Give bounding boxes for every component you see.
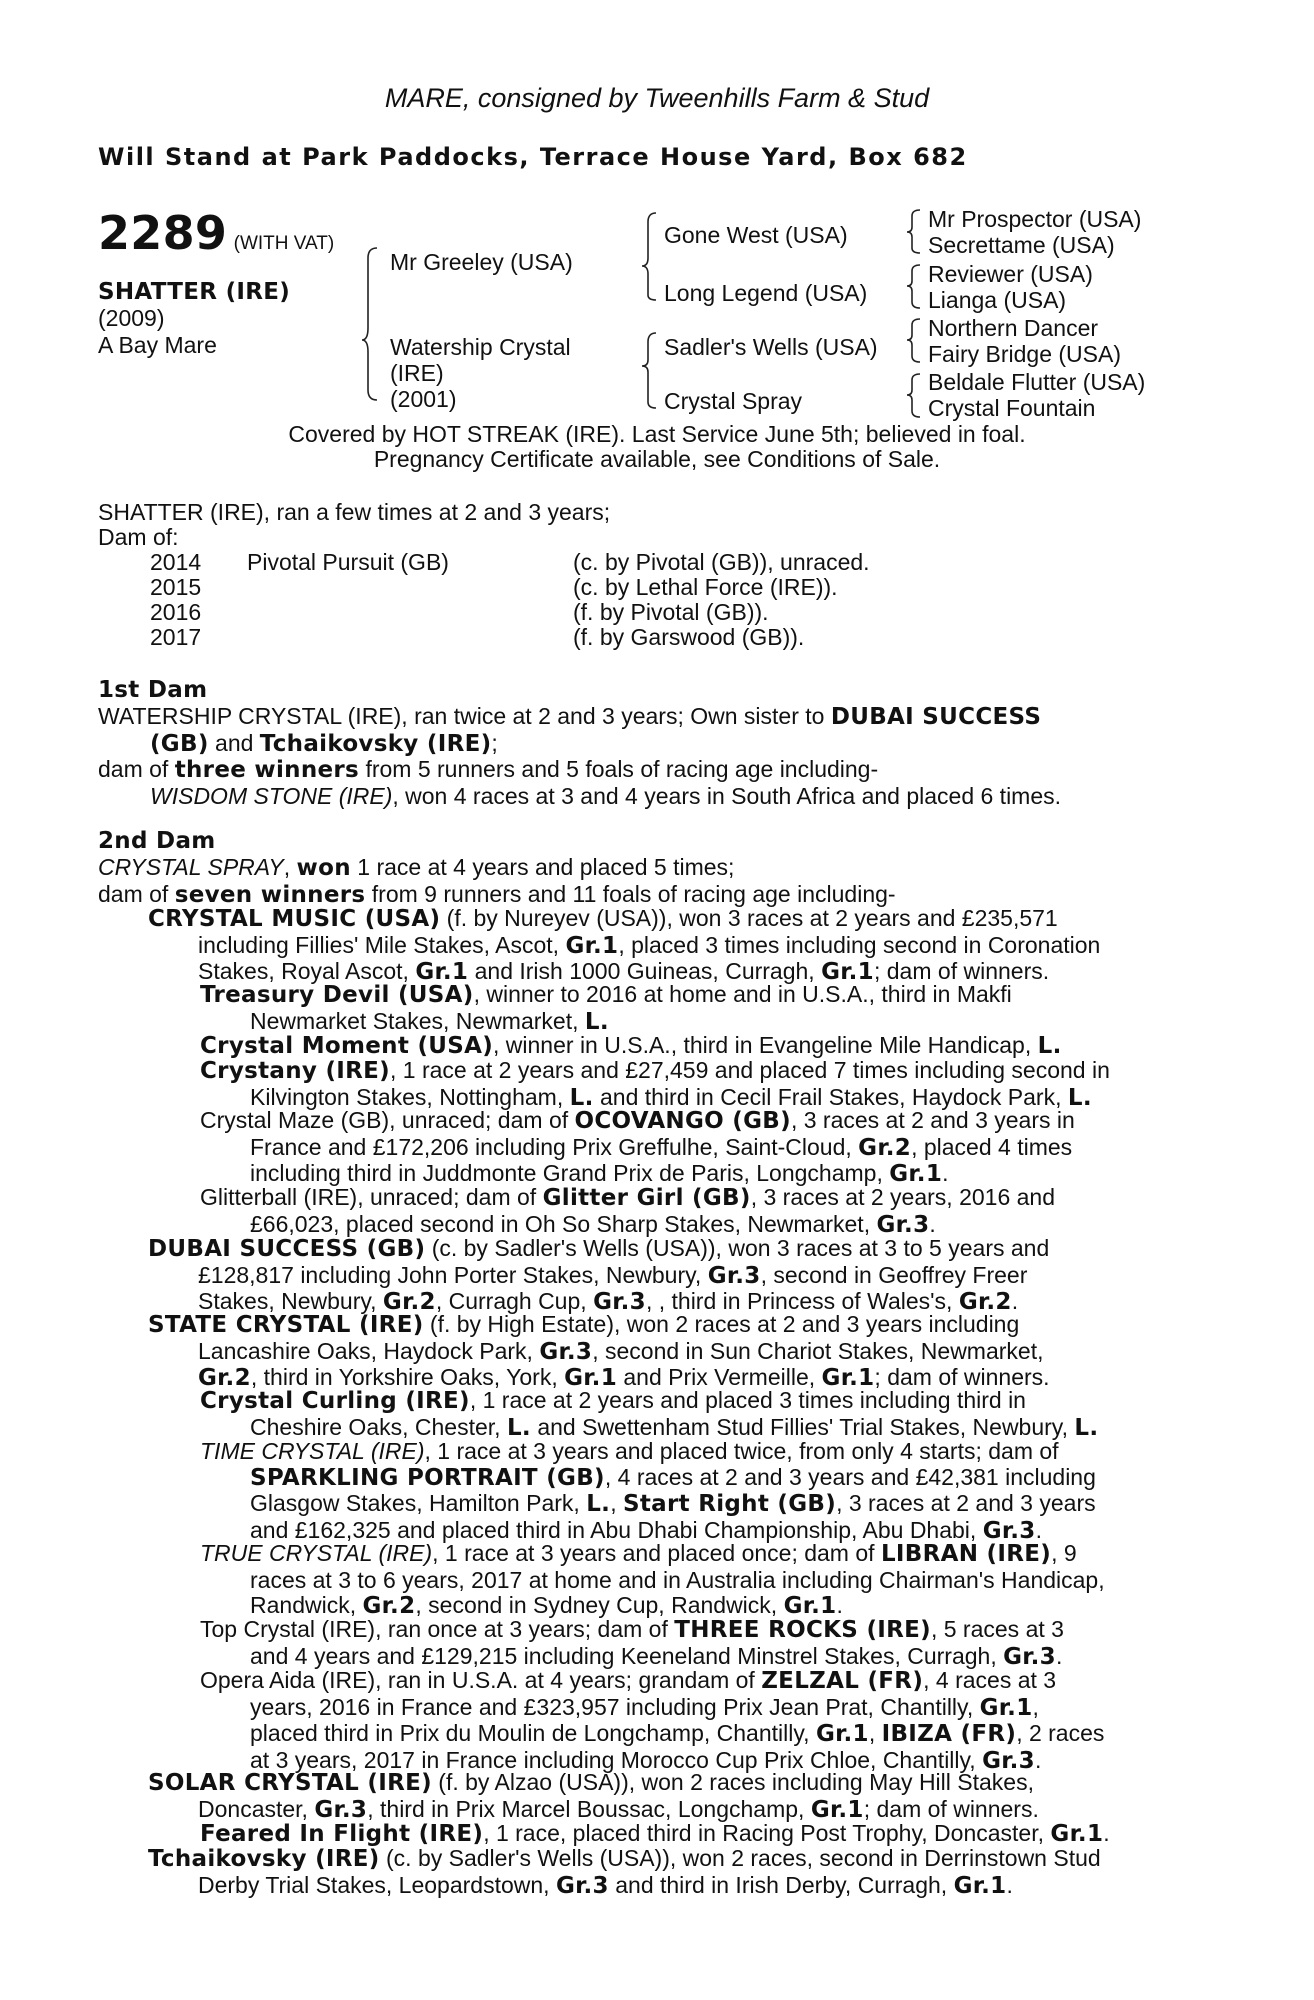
pedigree-dam-line3: (2001) [390,386,457,412]
grade: Gr.1 [783,1593,837,1619]
text-run: Derby Trial Stakes, Leopardstown, [198,1871,556,1898]
grade: Gr.1 [810,1796,864,1823]
first-dam-line [98,784,1200,810]
text-run: , 2 races [1016,1720,1105,1746]
entry-opera-aida [200,1668,1200,1774]
text-run: ; dam of winners. [863,1795,1039,1822]
text-run: , placed 3 times including second in Coronation [618,931,1101,958]
text-run: (f. by Nureyev (USA)), won 3 races at 2 years and £235,571 [440,905,1058,931]
pedigree-dam-line2: (IRE) [390,360,444,386]
pedigree-sire-dam: Long Legend (USA) [664,280,868,306]
text-run: placed third in Prix du Moulin de Longchamp, Chantilly, [250,1720,816,1746]
pedigree-brace-crystalspray [907,374,920,417]
lot-number: 2289 [98,206,228,260]
text-run: WATERSHIP CRYSTAL (IRE), ran twice at 2 and 3 years; Own sister to [98,703,831,729]
grade: Gr.1 [979,1694,1033,1721]
produce-detail: (c. by Lethal Force (IRE)). [573,574,838,600]
text-run: , 1 race, placed third in Racing Post Trophy, Doncaster, [483,1820,1051,1846]
first-dam-line [98,731,1200,758]
pedigree-sss: Mr Prospector (USA) [928,206,1142,232]
pedigree-sdd: Lianga (USA) [928,287,1067,313]
pedigree-brace-sadlers [907,319,920,362]
text-run: Cheshire Oaks, Chester, [250,1413,507,1440]
text-run: , Curragh Cup, [435,1288,594,1314]
grade: Gr.3 [707,1262,761,1289]
stand-location: Will Stand at Park Paddocks, Terrace House Yard, Box 682 [98,143,968,171]
entry-true-crystal [200,1541,1200,1620]
entry-top-crystal [200,1617,1200,1670]
text-run: Randwick, [250,1592,363,1618]
text-run: , won 4 races at 3 and 4 years in South Africa and placed 6 times. [392,782,1062,809]
text-run: and [208,729,260,756]
text-run: won [296,855,351,881]
text-run: years, 2016 in France and £323,957 including Prix Jean Prat, Chantilly, [250,1693,980,1720]
text-run: Glasgow Stakes, Hamilton Park, [250,1490,587,1516]
horse-ref: Tchaikovsky (IRE) [259,730,492,757]
text-run: £66,023, placed second in Oh So Sharp Stakes, Newmarket, [250,1210,877,1237]
text-run: and Irish 1000 Guineas, Curragh, [468,958,822,984]
grade: Gr.3 [982,1517,1036,1544]
entry-crystal-music [148,906,1200,986]
text-run: , 5 races at 3 [930,1616,1064,1642]
entry-feared-in-flight [200,1821,1200,1848]
grade: Gr.1 [821,959,874,985]
grade: Gr.2 [958,1289,1012,1315]
grade: Gr.3 [314,1796,368,1823]
horse-ref: DUBAI SUCCESS [830,704,1042,730]
text-run: . [1035,1516,1042,1543]
grade: L. [1067,1084,1092,1111]
entry-glitterball [200,1185,1200,1238]
text-run: including third in Juddmonte Grand Prix de Paris, Longchamp, [250,1160,890,1186]
text-run: . [836,1592,843,1618]
grade: L. [569,1084,594,1111]
text-run: 1 race at 4 years and placed 5 times; [350,854,735,880]
grade: Gr.1 [953,1872,1007,1899]
second-dam-heading: 2nd Dam [98,828,216,854]
text-run: dam of [98,880,175,907]
text-run: . [1034,1746,1042,1773]
text-run: , 3 races at 2 and 3 years [836,1490,1096,1516]
pedigree-sire-sire: Gone West (USA) [664,222,848,248]
first-dam-line [98,704,1200,731]
covered-line2: Pregnancy Certificate available, see Conditions of Sale. [373,446,941,472]
horse-ref: SPARKLING PORTRAIT (GB) [250,1464,605,1491]
horse-ref: Feared In Flight (IRE) [200,1821,484,1847]
grade: Gr.3 [876,1211,930,1238]
grade: Gr.2 [198,1365,251,1391]
entry-crystal-moment [200,1033,1200,1060]
text-run: from 9 runners and 11 foals of racing age including- [365,880,896,907]
text-run: and 4 years and £129,215 including Keeneland Minstrel Stakes, Curragh, [250,1642,1004,1669]
text-run: (c. by Sadler's Wells (USA)), won 3 races at 3 to 5 years and [425,1235,1050,1261]
produce-detail: (f. by Pivotal (GB)). [573,599,769,625]
horse-ref: WISDOM STONE (IRE) [150,782,393,809]
entry-tchaikovsky [148,1846,1200,1899]
winners-count: seven winners [174,881,366,908]
text-run: from 5 runners and 5 foals of racing age including- [359,756,879,782]
text-run: , 1 race at 3 years and placed once; dam of [432,1540,881,1566]
text-run: , [610,1490,623,1516]
pedigree-sire-brace [642,213,656,300]
pedigree-dds: Beldale Flutter (USA) [928,369,1146,395]
produce-year: 2017 [150,624,202,650]
grade: Gr.3 [982,1747,1035,1774]
text-run: Newmarket Stakes, Newmarket, [250,1007,585,1034]
horse-ref: DUBAI SUCCESS (GB) [148,1236,426,1262]
text-run: Stakes, Newbury, [198,1288,383,1314]
horse-ref: Tchaikovsky (IRE) [148,1846,380,1872]
horse-ref: CRYSTAL SPRAY [98,854,284,880]
produce-name: Pivotal Pursuit (GB) [247,549,449,575]
text-run: , 1 race at 3 years and placed twice, from only 4 starts; dam of [424,1438,1059,1464]
produce-detail: (c. by Pivotal (GB)), unraced. [573,549,870,575]
text-run: . [1011,1288,1019,1314]
first-dam-block [98,704,1200,809]
text-run: , [1032,1693,1039,1720]
text-run: and Swettenham Stud Fillies' Trial Stakes, Newbury, [530,1413,1075,1440]
text-run: , 4 races at 3 [923,1667,1057,1693]
first-dam-heading: 1st Dam [98,677,208,703]
text-run: , third in Yorkshire Oaks, York, [250,1364,565,1390]
text-run: . [929,1210,936,1237]
text-run: , 3 races at 2 and 3 years in [790,1107,1075,1133]
text-run: , second in Sun Chariot Stakes, Newmarket, [592,1337,1044,1364]
text-run: at 3 years, 2017 in France including Morocco Cup Prix Chloe, Chantilly, [250,1746,983,1773]
grade: L. [506,1414,531,1441]
text-run: . [1055,1642,1063,1669]
text-run: , second in Sydney Cup, Randwick, [415,1592,784,1618]
text-run: . [1006,1871,1013,1898]
text-run: , [283,854,297,880]
entry-state-crystal [148,1312,1200,1392]
text-run: Doncaster, [198,1795,315,1822]
text-run: , placed 4 times [911,1133,1073,1160]
text-run: Crystal Maze (GB), unraced; dam of [200,1107,575,1133]
text-run: Opera Aida (IRE), ran in U.S.A. at 4 years; grandam of [200,1667,762,1693]
text-run: France and £172,206 including Prix Greffulhe, Saint-Cloud, [250,1133,859,1160]
pedigree-brace-longlegend [907,265,920,308]
grade: Gr.1 [415,959,469,985]
text-run: Kilvington Stakes, Nottingham, [250,1083,570,1110]
text-run: , , third in Princess of Wales's, [645,1288,959,1314]
horse-ref: (GB) [150,730,209,757]
pedigree-dam-sire: Sadler's Wells (USA) [664,334,878,360]
grade: Gr.1 [889,1161,943,1187]
horse-year: (2009) [98,305,165,331]
text-run: Glitterball (IRE), unraced; dam of [200,1184,543,1210]
grade: L. [584,1008,609,1035]
entry-crystany [200,1058,1200,1111]
horse-ref: THREE ROCKS (IRE) [674,1617,931,1643]
text-run: and £162,325 and placed third in Abu Dhabi Championship, Abu Dhabi, [250,1516,983,1543]
text-run: . [942,1160,949,1186]
dam-of-label: Dam of: [98,524,179,550]
text-run: (c. by Sadler's Wells (USA)), won 2 races, second in Derrinstown Stud [379,1845,1101,1871]
text-run: races at 3 to 6 years, 2017 at home and in Australia including Chairman's Handicap, [250,1566,1105,1593]
text-run: ; dam of winners. [873,958,1050,984]
entry-crystal-curling [200,1388,1200,1441]
produce-year: 2015 [150,574,202,600]
text-run: , winner in U.S.A., third in Evangeline Mile Handicap, [493,1032,1038,1058]
produce-detail: (f. by Garswood (GB)). [573,624,805,650]
horse-ref: STATE CRYSTAL (IRE) [148,1312,424,1338]
horse-ref: TIME CRYSTAL (IRE) [200,1438,425,1464]
text-run: ; dam of winners. [874,1364,1050,1390]
text-run: including Fillies' Mile Stakes, Ascot, [198,931,566,958]
text-run: , [868,1720,882,1746]
grade: Gr.2 [382,1289,436,1315]
horse-ref: Glitter Girl (GB) [542,1185,751,1211]
text-run: £128,817 including John Porter Stakes, Newbury, [198,1261,708,1288]
covered-line1: Covered by HOT STREAK (IRE). Last Service June 5th; believed in foal. [288,421,1026,447]
horse-ref: LIBRAN (IRE) [880,1541,1052,1567]
entry-time-crystal [200,1439,1200,1544]
entry-crystal-maze [200,1108,1200,1188]
text-run: (f. by High Estate), won 2 races at 2 and 3 years including [423,1311,1020,1337]
text-run: , second in Geoffrey Freer [760,1261,1028,1288]
produce-intro: SHATTER (IRE), ran a few times at 2 and 3 years; [98,499,611,525]
text-run: , 1 race at 2 years and £27,459 and placed 7 times including second in [390,1057,1110,1083]
grade: L. [1037,1033,1062,1059]
text-run: and third in Irish Derby, Curragh, [608,1871,954,1898]
pedigree-brace-gonewest [907,210,920,253]
page-title: MARE, consigned by Tweenhills Farm & Stud [384,83,930,113]
horse-ref: SOLAR CRYSTAL (IRE) [148,1770,432,1796]
pedigree-dam-brace [642,333,656,408]
pedigree-ddd: Crystal Fountain [928,395,1096,421]
text-run: Lancashire Oaks, Haydock Park, [198,1337,540,1364]
grade: Gr.3 [1003,1643,1056,1670]
pedigree-dsd: Fairy Bridge (USA) [928,341,1121,367]
first-dam-line [98,757,1200,784]
entry-dubai-success [148,1236,1200,1316]
pedigree-main-brace [362,248,377,400]
pedigree-dam-dam: Crystal Spray [664,388,803,414]
grade: Gr.1 [565,932,619,959]
horse-ref: OCOVANGO (GB) [574,1108,791,1134]
text-run: Stakes, Royal Ascot, [198,958,416,984]
grade: L. [1074,1414,1099,1441]
grade: Gr.2 [858,1134,912,1161]
horse-ref: Crystal Curling (IRE) [200,1388,470,1414]
grade: Gr.3 [539,1338,593,1365]
grade: Gr.1 [821,1365,875,1391]
horse-description: A Bay Mare [98,332,217,358]
horse-ref: Crystal Moment (USA) [200,1033,494,1059]
text-run: and Prix Vermeille, [617,1364,822,1390]
entry-solar-crystal [148,1770,1200,1823]
text-run: , 3 races at 2 years, 2016 and [750,1184,1056,1210]
text-run: and third in Cecil Frail Stakes, Haydock Park, [593,1083,1068,1110]
vat-note: (WITH VAT) [233,233,335,254]
text-run: (f. by Alzao (USA)), won 2 races including May Hill Stakes, [431,1769,1034,1795]
horse-ref: Crystany (IRE) [200,1058,390,1084]
text-run: Top Crystal (IRE), ran once at 3 years; dam of [200,1616,675,1642]
entry-treasury-devil [200,982,1200,1035]
produce-year: 2014 [150,549,202,575]
horse-ref: IBIZA (FR) [881,1721,1017,1747]
text-run: , 1 race at 2 years and placed 3 times including third in [469,1387,1026,1413]
second-dam-line [98,855,1200,882]
grade: Gr.1 [815,1721,869,1747]
grade: Gr.3 [555,1872,609,1899]
pedigree-dss: Northern Dancer [928,315,1099,341]
pedigree-sire: Mr Greeley (USA) [390,249,573,275]
text-run: , 4 races at 2 and 3 years and £42,381 including [604,1463,1096,1490]
grade: Gr.1 [564,1365,617,1391]
produce-year: 2016 [150,599,202,625]
grade: Gr.1 [1050,1821,1104,1847]
text-run: , winner to 2016 at home and in U.S.A., third in Makfi [473,981,1012,1007]
text-run: . [1103,1820,1110,1846]
pedigree-ssd: Secrettame (USA) [928,232,1115,258]
grade: Gr.3 [593,1289,646,1315]
horse-ref: Start Right (GB) [622,1491,837,1517]
horse-name: SHATTER (IRE) [98,279,291,305]
winners-count: three winners [174,757,360,783]
horse-ref: Treasury Devil (USA) [200,982,474,1008]
grade: L. [586,1491,611,1517]
horse-ref: CRYSTAL MUSIC (USA) [148,906,441,932]
second-dam-block [98,855,1200,908]
text-run: ; [491,729,498,756]
grade: Gr.2 [362,1593,416,1619]
pedigree-dam-line1: Watership Crystal [390,334,571,360]
text-run: , third in Prix Marcel Boussac, Longchamp, [367,1795,811,1822]
text-run: dam of [98,756,175,782]
text-run: , 9 [1051,1540,1077,1566]
horse-ref: ZELZAL (FR) [761,1668,924,1694]
pedigree-sds: Reviewer (USA) [928,261,1093,287]
horse-ref: TRUE CRYSTAL (IRE) [200,1540,433,1566]
